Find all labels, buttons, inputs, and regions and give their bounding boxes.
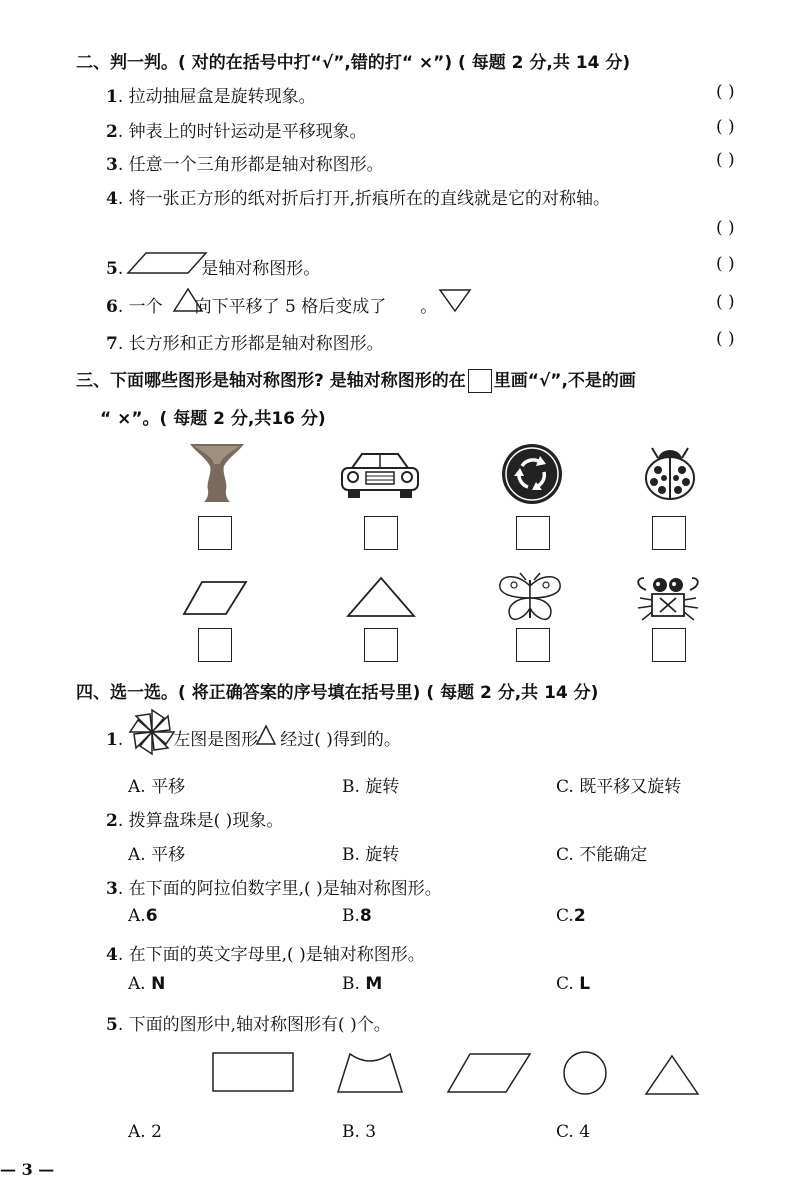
triangle-shape-icon	[644, 1054, 700, 1096]
s2-answer-blank-2[interactable]: ( )	[716, 117, 735, 137]
s2-answer-blank-6[interactable]: ( )	[716, 292, 735, 312]
s4-q4-option-b[interactable]: B. M	[342, 974, 383, 994]
answer-box-roundabout[interactable]	[516, 516, 550, 550]
section3-title-line1: 三、下面哪些图形是轴对称图形? 是轴对称图形的在 里画“√”,不是的画	[76, 371, 636, 391]
s2-item-4: 4. 将一张正方形的纸对折后打开,折痕所在的直线就是它的对称轴。	[106, 189, 611, 209]
parallelogram-figure-icon	[182, 580, 248, 616]
butterfly-icon	[498, 572, 562, 624]
s2-item-6: 6. 一个 向下平移了 5 格后变成了 。	[106, 297, 438, 317]
s2-answer-blank-1[interactable]: ( )	[716, 82, 735, 102]
s4-q5-option-a[interactable]: A. 2	[128, 1122, 162, 1142]
answer-box-crab[interactable]	[652, 628, 686, 662]
vase-faces-icon	[188, 442, 246, 504]
rectangle-shape-icon	[212, 1052, 296, 1094]
s4-q1-option-a[interactable]: A. 平移	[128, 777, 186, 797]
s2-answer-blank-7[interactable]: ( )	[716, 329, 735, 349]
s4-question-2: 2. 拨算盘珠是( )现象。	[106, 811, 284, 831]
s2-answer-blank-5[interactable]: ( )	[716, 254, 735, 274]
s4-q5-option-b[interactable]: B. 3	[342, 1122, 377, 1142]
s4-q2-option-a[interactable]: A. 平移	[128, 845, 186, 865]
s4-question-1: 1. 左图是图形 经过( )得到的。	[106, 730, 401, 750]
s2-answer-blank-4[interactable]: ( )	[716, 218, 735, 238]
s4-q4-option-a[interactable]: A. N	[128, 974, 166, 994]
s2-item-5: 5. 是轴对称图形。	[106, 259, 321, 279]
s2-item-1: 1. 拉动抽屉盒是旋转现象。	[106, 87, 316, 107]
circle-shape-icon	[562, 1050, 608, 1096]
answer-box-ladybug[interactable]	[652, 516, 686, 550]
s4-question-4: 4. 在下面的英文字母里,( )是轴对称图形。	[106, 945, 425, 965]
parallelogram-icon	[128, 250, 208, 276]
s4-question-5: 5. 下面的图形中,轴对称图形有( )个。	[106, 1015, 391, 1035]
section4-title: 四、选一选。( 将正确答案的序号填在括号里) ( 每题 2 分,共 14 分)	[76, 683, 599, 703]
s4-q3-option-c[interactable]: C.2	[556, 906, 586, 926]
s4-q2-option-c[interactable]: C. 不能确定	[556, 845, 648, 865]
section2-title: 二、判一判。( 对的在括号中打“√”,错的打“ ×”) ( 每题 2 分,共 14 分)	[76, 53, 631, 73]
s4-q1-option-c[interactable]: C. 既平移又旋转	[556, 777, 682, 797]
triangle-up-icon	[172, 287, 204, 313]
answer-box-triangle[interactable]	[364, 628, 398, 662]
roundabout-sign-icon	[500, 442, 564, 506]
triangle-figure-icon	[346, 576, 416, 618]
page-number: — 3 —	[0, 1160, 55, 1179]
s2-answer-blank-3[interactable]: ( )	[716, 150, 735, 170]
s2-item-7: 7. 长方形和正方形都是轴对称图形。	[106, 334, 384, 354]
answer-box-vase[interactable]	[198, 516, 232, 550]
s4-q1-option-b[interactable]: B. 旋转	[342, 777, 400, 797]
s4-q3-option-a[interactable]: A.6	[128, 906, 158, 926]
inline-box-icon	[468, 369, 492, 393]
small-triangle-icon	[256, 725, 276, 745]
s2-item-2: 2. 钟表上的时针运动是平移现象。	[106, 122, 367, 142]
s4-q3-option-b[interactable]: B.8	[342, 906, 372, 926]
s2-item-3: 3. 任意一个三角形都是轴对称图形。	[106, 155, 384, 175]
s4-q4-option-c[interactable]: C. L	[556, 974, 591, 994]
s4-q2-option-b[interactable]: B. 旋转	[342, 845, 400, 865]
car-icon	[338, 450, 422, 500]
pinwheel-icon	[128, 708, 176, 756]
section3-title-line2: “ ×”。( 每题 2 分,共16 分)	[100, 409, 326, 429]
answer-box-butterfly[interactable]	[516, 628, 550, 662]
s4-q5-option-c[interactable]: C. 4	[556, 1122, 591, 1142]
notched-trapezoid-icon	[336, 1052, 404, 1094]
s4-question-3: 3. 在下面的阿拉伯数字里,( )是轴对称图形。	[106, 879, 442, 899]
parallelogram-shape-icon	[446, 1052, 532, 1094]
triangle-down-icon	[438, 287, 472, 313]
crab-icon	[634, 576, 702, 624]
ladybug-icon	[642, 444, 698, 502]
answer-box-car[interactable]	[364, 516, 398, 550]
answer-box-parallelogram[interactable]	[198, 628, 232, 662]
